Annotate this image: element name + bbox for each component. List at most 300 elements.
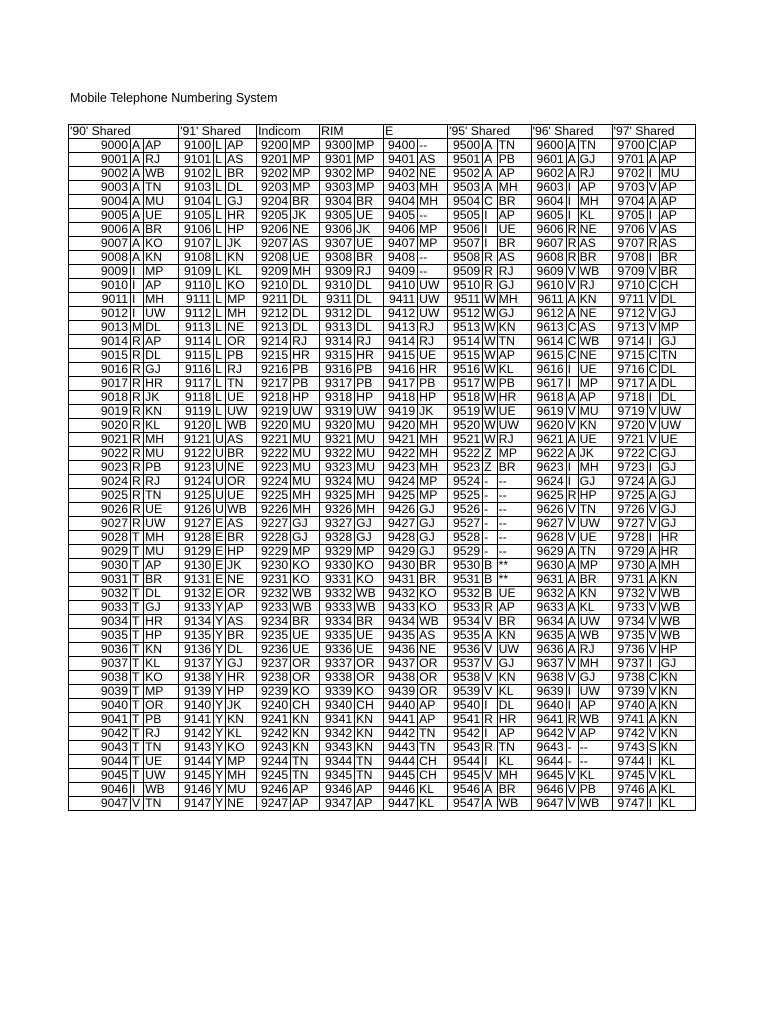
circle-cell: TN (144, 797, 179, 811)
number-cell: 9646 (531, 783, 566, 797)
circle-cell: HR (497, 391, 531, 405)
number-cell: 9531 (448, 573, 483, 587)
number-cell: 9337 (320, 657, 355, 671)
circle-cell: KO (418, 601, 448, 615)
number-cell: 9221 (257, 433, 291, 447)
number-cell: 9708 (612, 251, 647, 265)
circle-cell: PB (578, 783, 612, 797)
circle-cell: HP (226, 685, 257, 699)
operator-cell: V (647, 405, 659, 419)
circle-cell: MP (226, 755, 257, 769)
operator-cell: I (566, 377, 578, 391)
operator-cell: V (483, 671, 498, 685)
circle-cell: MP (291, 545, 320, 559)
number-cell: 9705 (612, 209, 647, 223)
circle-cell: AP (659, 209, 695, 223)
operator-cell: A (483, 167, 498, 181)
circle-cell: UE (226, 489, 257, 503)
number-cell: 9115 (179, 349, 214, 363)
circle-cell: BR (497, 237, 531, 251)
number-cell: 9430 (384, 559, 418, 573)
number-cell: 9602 (531, 167, 566, 181)
circle-cell: WB (659, 615, 695, 629)
operator-cell: L (214, 153, 226, 167)
table-row (69, 195, 696, 209)
operator-cell: A (566, 153, 578, 167)
circle-cell: KN (578, 293, 612, 307)
operator-cell: C (483, 195, 498, 209)
number-cell: 9324 (320, 475, 355, 489)
number-cell: 9004 (69, 195, 131, 209)
column-header: '95' Shared (448, 125, 532, 139)
number-cell: 9329 (320, 545, 355, 559)
operator-cell: A (566, 573, 578, 587)
operator-cell: I (131, 307, 144, 321)
number-cell: 9634 (531, 615, 566, 629)
operator-cell: V (566, 419, 578, 433)
number-cell: 9209 (257, 265, 291, 279)
circle-cell: BR (659, 265, 695, 279)
number-cell: 9103 (179, 181, 214, 195)
circle-cell: MU (144, 195, 179, 209)
number-cell: 9527 (448, 517, 483, 531)
circle-cell: HP (291, 391, 320, 405)
circle-cell: AS (418, 153, 448, 167)
number-cell: 9227 (257, 517, 291, 531)
circle-cell: MP (578, 559, 612, 573)
circle-cell: HR (659, 531, 695, 545)
number-cell: 9410 (384, 279, 418, 293)
circle-cell: MU (355, 419, 384, 433)
circle-cell: RJ (355, 265, 384, 279)
number-cell: 9240 (257, 699, 291, 713)
operator-cell: A (483, 783, 498, 797)
operator-cell: R (648, 236, 658, 250)
operator-cell: V (483, 657, 498, 671)
operator-cell: E (214, 531, 226, 545)
circle-cell: UW (355, 405, 384, 419)
operator-cell: A (566, 629, 578, 643)
circle-cell: UW (578, 615, 612, 629)
circle-cell: MU (291, 475, 320, 489)
number-cell: 9345 (320, 769, 355, 783)
number-cell: 9111 (179, 293, 214, 307)
circle-cell: PB (291, 377, 320, 391)
circle-cell: MH (578, 195, 612, 209)
circle-cell: KL (226, 727, 257, 741)
number-cell: 9141 (179, 713, 214, 727)
table-row (69, 657, 696, 671)
number-cell: 9139 (179, 685, 214, 699)
operator-cell: T (131, 755, 144, 769)
operator-cell: A (566, 601, 578, 615)
circle-cell: UE (355, 643, 384, 657)
number-cell: 9443 (384, 741, 418, 755)
operator-cell: Y (214, 601, 226, 615)
operator-cell: V (647, 615, 659, 629)
operator-cell: I (483, 237, 498, 251)
number-cell: 9419 (384, 405, 418, 419)
operator-cell: A (566, 587, 578, 601)
circle-cell: HP (578, 489, 612, 503)
circle-cell: MP (144, 685, 179, 699)
table-row (69, 573, 696, 587)
circle-cell: DL (291, 293, 320, 307)
number-cell: 9647 (531, 797, 566, 811)
number-cell: 9416 (384, 363, 418, 377)
circle-cell: MU (226, 783, 257, 797)
number-cell: 9421 (384, 433, 418, 447)
number-cell: 9013 (69, 321, 131, 335)
circle-cell: MH (578, 657, 612, 671)
number-cell: 9716 (612, 363, 647, 377)
number-cell: 9000 (69, 139, 131, 153)
number-cell: 9241 (257, 713, 291, 727)
circle-cell: DL (144, 587, 179, 601)
circle-cell: RJ (418, 335, 448, 349)
number-cell: 9300 (320, 139, 355, 153)
circle-cell: PB (497, 377, 531, 391)
operator-cell: L (214, 377, 226, 391)
number-cell: 9244 (257, 755, 291, 769)
table-row (69, 335, 696, 349)
operator-cell: U (215, 460, 224, 474)
circle-cell: AP (226, 601, 257, 615)
circle-cell: MP (659, 321, 695, 335)
circle-cell: UE (418, 349, 448, 363)
circle-cell: AS (418, 629, 448, 643)
operator-cell: V (566, 405, 578, 419)
circle-cell: DL (355, 307, 384, 321)
number-cell: 9032 (69, 587, 131, 601)
number-cell: 9420 (384, 419, 418, 433)
circle-cell: WB (659, 601, 695, 615)
number-cell: 9043 (69, 741, 131, 755)
table-row (69, 237, 696, 251)
number-cell: 9417 (384, 377, 418, 391)
number-cell: 9242 (257, 727, 291, 741)
circle-cell: BR (144, 573, 179, 587)
table-row (69, 139, 696, 153)
number-cell: 9409 (384, 265, 418, 279)
number-cell: 9427 (384, 517, 418, 531)
circle-cell: ** (497, 559, 531, 573)
circle-cell: AP (497, 727, 531, 741)
operator-cell: L (214, 307, 226, 321)
operator-cell: W (484, 334, 496, 348)
number-cell: 9641 (531, 713, 566, 727)
number-cell: 9302 (320, 167, 355, 181)
operator-cell: R (483, 279, 498, 293)
circle-cell: AP (497, 601, 531, 615)
table-row (69, 783, 696, 797)
circle-cell: GJ (291, 517, 320, 531)
number-cell: 9330 (320, 559, 355, 573)
circle-cell: GJ (418, 545, 448, 559)
number-cell: 9525 (448, 489, 483, 503)
number-cell: 9107 (179, 237, 214, 251)
number-cell: 9347 (320, 797, 355, 811)
circle-cell: HP (659, 643, 695, 657)
circle-cell: KN (291, 741, 320, 755)
operator-cell: R (131, 419, 144, 433)
circle-cell: DL (659, 391, 695, 405)
operator-cell: C (648, 362, 658, 376)
number-cell: 9741 (612, 713, 647, 727)
column-header: '91' Shared (179, 125, 257, 139)
operator-cell: T (131, 657, 144, 671)
number-cell: 9113 (179, 321, 214, 335)
table-row (69, 755, 696, 769)
circle-cell: DL (291, 321, 320, 335)
column-header: '97' Shared (612, 125, 695, 139)
circle-cell: KL (144, 657, 179, 671)
number-cell: 9503 (448, 181, 483, 195)
table-row (69, 223, 696, 237)
operator-cell: - (483, 531, 498, 545)
table-row (69, 545, 696, 559)
circle-cell: GJ (659, 517, 695, 531)
operator-cell: - (483, 545, 498, 559)
number-cell: 9418 (384, 391, 418, 405)
number-cell: 9245 (257, 769, 291, 783)
circle-cell: UW (144, 769, 179, 783)
number-cell: 9606 (531, 223, 566, 237)
number-cell: 9444 (384, 755, 418, 769)
circle-cell: WB (578, 629, 612, 643)
circle-cell: RJ (144, 153, 179, 167)
operator-cell: I (566, 685, 578, 699)
operator-cell: C (648, 348, 658, 362)
circle-cell: AP (355, 797, 384, 811)
number-cell: 9112 (179, 307, 214, 321)
number-cell: 9019 (69, 405, 131, 419)
number-cell: 9333 (320, 601, 355, 615)
number-cell: 9441 (384, 713, 418, 727)
number-cell: 9146 (179, 783, 214, 797)
number-cell: 9140 (179, 699, 214, 713)
circle-cell: UE (578, 531, 612, 545)
operator-cell: V (647, 727, 659, 741)
circle-cell: AS (291, 237, 320, 251)
operator-cell: L (214, 139, 226, 153)
circle-cell: AS (659, 237, 695, 251)
circle-cell: UE (144, 755, 179, 769)
circle-cell: -- (497, 517, 531, 531)
number-cell: 9643 (531, 741, 566, 755)
operator-cell: L (214, 405, 226, 419)
operator-cell: W (484, 390, 496, 404)
circle-cell: BR (659, 251, 695, 265)
operator-cell: A (647, 783, 659, 797)
operator-cell: L (214, 293, 226, 307)
circle-cell: MU (291, 419, 320, 433)
circle-cell: HR (497, 713, 531, 727)
number-cell: 9501 (448, 153, 483, 167)
operator-cell: T (131, 601, 144, 615)
number-cell: 9543 (448, 741, 483, 755)
operator-cell: V (647, 307, 659, 321)
number-cell: 9521 (448, 433, 483, 447)
number-cell: 9129 (179, 545, 214, 559)
circle-cell: KL (497, 685, 531, 699)
circle-cell: BR (497, 461, 531, 475)
number-cell: 9637 (531, 657, 566, 671)
circle-cell: HR (291, 349, 320, 363)
circle-cell: PB (144, 461, 179, 475)
operator-cell: S (647, 741, 659, 755)
table-row (69, 629, 696, 643)
circle-cell: AP (291, 783, 320, 797)
number-cell: 9024 (69, 475, 131, 489)
operator-cell: A (131, 167, 144, 181)
column-header: E (384, 125, 448, 139)
number-cell: 9216 (257, 363, 291, 377)
number-cell: 9638 (531, 671, 566, 685)
circle-cell: MP (144, 265, 179, 279)
number-cell: 9239 (257, 685, 291, 699)
number-cell: 9411 (384, 293, 418, 307)
operator-cell: A (647, 559, 659, 573)
operator-cell: A (131, 195, 144, 209)
number-cell: 9215 (257, 349, 291, 363)
circle-cell: -- (497, 489, 531, 503)
number-cell: 9100 (179, 139, 214, 153)
number-cell: 9710 (612, 279, 647, 293)
table-row (69, 559, 696, 573)
number-cell: 9738 (612, 671, 647, 685)
circle-cell: UW (291, 405, 320, 419)
circle-cell: AP (497, 209, 531, 223)
number-cell: 9440 (384, 699, 418, 713)
operator-cell: Y (214, 671, 226, 685)
number-cell: 9033 (69, 601, 131, 615)
number-cell: 9619 (531, 405, 566, 419)
number-cell: 9533 (448, 601, 483, 615)
number-cell: 9026 (69, 503, 131, 517)
circle-cell: AS (226, 153, 257, 167)
circle-cell: BR (144, 223, 179, 237)
circle-cell: TN (418, 727, 448, 741)
number-cell: 9214 (257, 335, 291, 349)
number-cell: 9034 (69, 615, 131, 629)
circle-cell: NE (226, 797, 257, 811)
operator-cell: T (131, 573, 144, 587)
circle-cell: KO (291, 573, 320, 587)
circle-cell: KN (144, 251, 179, 265)
circle-cell: GJ (291, 531, 320, 545)
operator-cell: V (647, 517, 659, 531)
number-cell: 9711 (612, 293, 647, 307)
number-cell: 9202 (257, 167, 291, 181)
number-cell: 9545 (448, 769, 483, 783)
circle-cell: MP (497, 447, 531, 461)
number-cell: 9727 (612, 517, 647, 531)
circle-cell: AS (226, 517, 257, 531)
number-cell: 9736 (612, 643, 647, 657)
circle-cell: OR (144, 699, 179, 713)
table-row (69, 153, 696, 167)
circle-cell: UE (355, 237, 384, 251)
operator-cell: I (483, 727, 498, 741)
number-cell: 9737 (612, 657, 647, 671)
circle-cell: UE (497, 223, 531, 237)
number-cell: 9719 (612, 405, 647, 419)
number-cell: 9709 (612, 265, 647, 279)
circle-cell: NE (418, 643, 448, 657)
number-cell: 9611 (531, 293, 566, 307)
number-cell: 9540 (448, 699, 483, 713)
circle-cell: HR (144, 615, 179, 629)
number-cell: 9434 (384, 615, 418, 629)
operator-cell: V (483, 769, 498, 783)
number-cell: 9143 (179, 741, 214, 755)
number-cell: 9609 (531, 265, 566, 279)
circle-cell: KO (226, 279, 257, 293)
circle-cell: AP (497, 349, 531, 363)
number-cell: 9125 (179, 489, 214, 503)
circle-cell: MU (144, 447, 179, 461)
operator-cell: R (131, 503, 144, 517)
operator-cell: A (566, 139, 578, 153)
number-cell: 9722 (612, 447, 647, 461)
circle-cell: RJ (497, 433, 531, 447)
number-cell: 9632 (531, 587, 566, 601)
operator-cell: R (131, 517, 144, 531)
operator-cell: I (131, 279, 144, 293)
operator-cell: Y (214, 699, 226, 713)
circle-cell: KN (355, 713, 384, 727)
number-cell: 9010 (69, 279, 131, 293)
number-cell: 9623 (531, 461, 566, 475)
circle-cell: GJ (355, 531, 384, 545)
circle-cell: KL (144, 419, 179, 433)
number-cell: 9226 (257, 503, 291, 517)
number-cell: 9132 (179, 587, 214, 601)
circle-cell: MU (291, 433, 320, 447)
number-cell: 9246 (257, 783, 291, 797)
table-row (69, 363, 696, 377)
number-cell: 9603 (531, 181, 566, 195)
number-cell: 9631 (531, 573, 566, 587)
circle-cell: MH (418, 181, 448, 195)
circle-cell: WB (497, 797, 531, 811)
number-cell: 9041 (69, 713, 131, 727)
circle-cell: MH (497, 769, 531, 783)
operator-cell: I (647, 755, 659, 769)
number-cell: 9541 (448, 713, 483, 727)
operator-cell: A (131, 251, 144, 265)
operator-cell: A (483, 797, 498, 811)
circle-cell: MH (497, 181, 531, 195)
number-cell: 9030 (69, 559, 131, 573)
circle-cell: MH (144, 293, 179, 307)
operator-cell: V (566, 727, 578, 741)
operator-cell: E (214, 573, 226, 587)
number-cell: 9003 (69, 181, 131, 195)
operator-cell: T (131, 727, 144, 741)
number-cell: 9306 (320, 223, 355, 237)
number-cell: 9218 (257, 391, 291, 405)
circle-cell: GJ (144, 363, 179, 377)
number-cell: 9335 (320, 629, 355, 643)
table-row (69, 265, 696, 279)
number-cell: 9532 (448, 587, 483, 601)
circle-cell: UW (144, 307, 179, 321)
number-cell: 9712 (612, 307, 647, 321)
number-cell: 9014 (69, 335, 131, 349)
operator-cell: A (566, 433, 578, 447)
